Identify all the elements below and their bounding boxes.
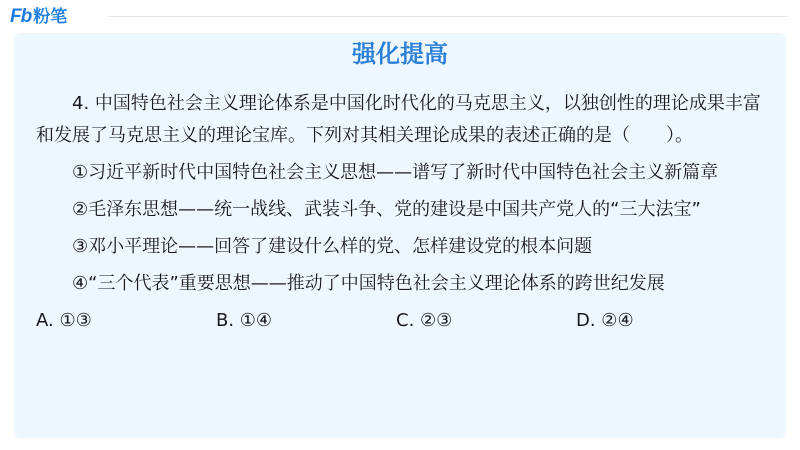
option-b[interactable]: B. ①④ [216, 310, 273, 331]
option-a[interactable]: A. ①③ [36, 310, 92, 331]
header-bar [0, 0, 800, 34]
fenbi-logo [10, 7, 67, 27]
page-title: 强化提高 [352, 40, 448, 68]
header-divider [108, 16, 788, 17]
option-c[interactable]: C. ②③ [396, 310, 453, 331]
answer-options [36, 305, 764, 337]
option-d[interactable]: D. ②④ [576, 310, 634, 331]
question-stem: 4. 中国特色社会主义理论体系是中国化时代化的马克思主义，以独创性的理论成果丰富和发展了马克思主义的理论宝库。下列对其相关理论成果的表述正确的是（ ）。 [36, 93, 761, 146]
question-body [36, 88, 764, 337]
statement-4: ④“三个代表”重要思想——推动了中国特色社会主义理论体系的跨世纪发展 [72, 273, 665, 294]
statement-2: ②毛泽东思想——统一战线、武装斗争、党的建设是中国共产党人的“三大法宝” [72, 199, 701, 220]
statement-1: ①习近平新时代中国特色社会主义思想——谱写了新时代中国特色社会主义新篇章 [72, 162, 719, 183]
logo-mark-icon: Fb [10, 6, 32, 27]
logo-text: 粉笔 [33, 7, 68, 27]
statement-3: ③邓小平理论——回答了建设什么样的党、怎样建设党的根本问题 [72, 236, 593, 257]
